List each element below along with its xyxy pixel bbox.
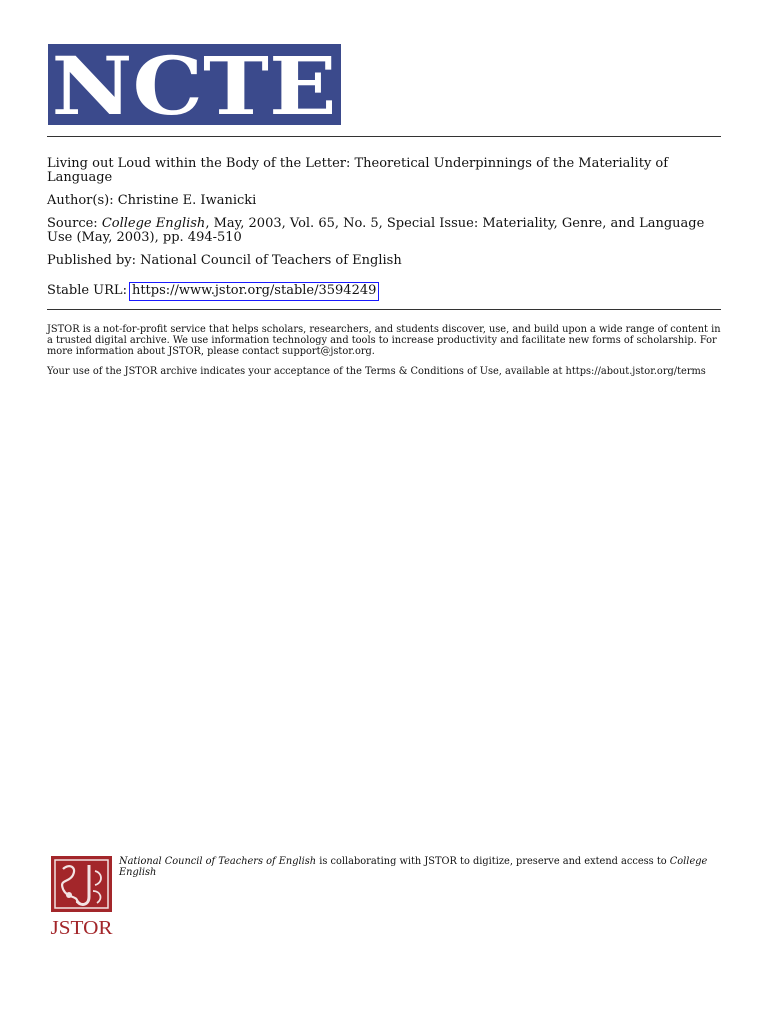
bottom-divider	[47, 309, 721, 310]
footer-publisher: National Council of Teachers of English	[119, 856, 317, 867]
source-details: , May, 2003, Vol. 65, No. 5, Special Issue: Materiality, Genre, and Language Use (May, 2003), pp. 494-510	[47, 216, 705, 245]
jstor-logo	[49, 855, 114, 937]
author-name: Christine E. Iwanicki	[117, 193, 257, 208]
top-divider	[47, 136, 721, 137]
stable-url-label: Stable URL:	[47, 283, 127, 298]
author-label: Author(s):	[47, 193, 114, 208]
jstor-logo-text: JSTOR	[50, 917, 114, 937]
source-line	[47, 217, 727, 245]
source-journal: College English	[101, 216, 206, 231]
stable-url-link[interactable]: https://www.jstor.org/stable/3594249	[129, 282, 379, 301]
ncte-logo	[48, 44, 341, 125]
jstor-notice: JSTOR is a not-for-profit service that helps scholars, researchers, and students discover, use, and build upon a wide range of content in a trusted digital archive. We use information technology and tools to increase productivity and facilitate new forms of scholarship. For more information about JSTOR, please contact support@jstor.org.	[47, 324, 721, 357]
footer-collaboration-text	[119, 856, 719, 878]
publisher-label: Published by:	[47, 253, 136, 268]
footer-journal: College English	[119, 856, 708, 878]
terms-notice: Your use of the JSTOR archive indicates your acceptance of the Terms & Conditions of Use, available at https://about.jstor.org/terms	[47, 366, 706, 377]
stable-url-line	[47, 282, 727, 301]
ncte-logo-text: NCTE	[51, 44, 337, 125]
source-label: Source:	[47, 216, 98, 231]
footer-middle-text: is collaborating with JSTOR to digitize, preserve and extend access to	[316, 856, 670, 867]
article-title: Living out Loud within the Body of the Letter: Theoretical Underpinnings of the Materiality of Language	[47, 156, 669, 185]
publisher-name: National Council of Teachers of English	[140, 253, 402, 268]
author-line	[47, 194, 727, 208]
publisher-line	[47, 254, 727, 268]
